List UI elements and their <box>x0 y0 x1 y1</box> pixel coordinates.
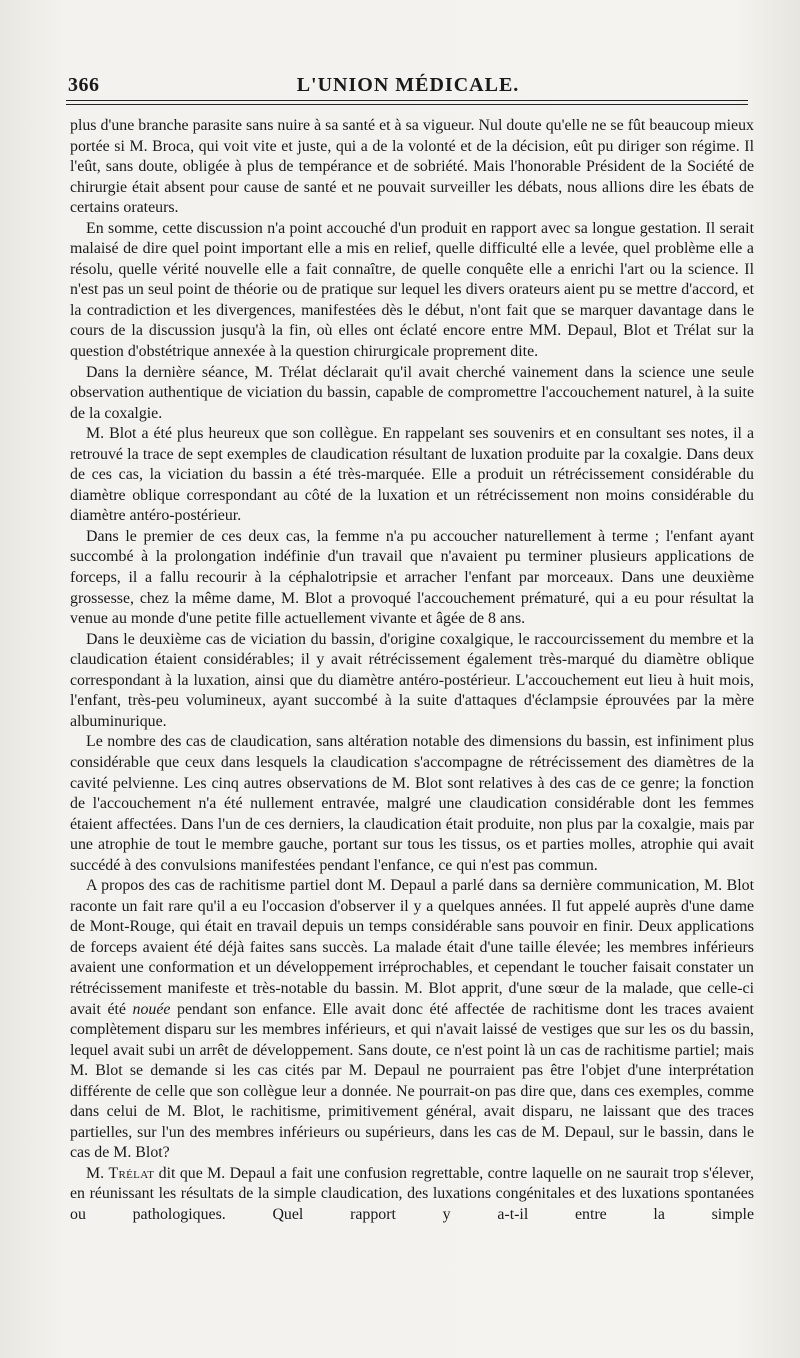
running-head <box>68 74 748 100</box>
paragraph: Dans le deuxième cas de viciation du bassin, d'origine coxalgique, le raccourcissement du membre et la claudication étaient considérables; il y avait rétrécissement également très-marqué du diamètre oblique correspondant à la luxation, ainsi que du diamètre antéro-postérieur. L'accouchement eut lieu à huit mois, l'enfant, très-peu volumineux, ayant succombé à la suite d'attaques d'éclampsie éprouvées par la mère albuminurique. <box>70 630 754 730</box>
paragraph-text: dit que M. Depaul a fait une confusion regrettable, contre laquelle on ne saurait trop s'élever, en réunissant les résultats de la simple claudication, des luxations congénitales et des luxations spontanées ou pathologiques. Quel rapport y a-t-il entre la simple <box>70 1164 755 1223</box>
paragraph-text: A propos des cas de rachitisme partiel dont M. Depaul a parlé dans sa dernière communication, M. Blot raconte un fait rare qu'il a eu l'occasion d'observer il y a quelques années. Il fut appelé auprès d'une dame de Mont-Rouge, qui était en travail depuis un temps considérable sans pouvoir en finir. Deux applications de forceps avaient été déjà faites sans succès. La malade était d'une taille élevée; les membres inférieurs avaient une conformation et un développement irréprochables, et cependant le toucher faisait constater un rétrécissement manifeste et très-notable du bassin. M. Blot apprit, d'une sœur de la malade, que celle-ci avait été <box>70 877 754 1018</box>
paragraph-text: pendant son enfance. Elle avait donc été affectée de rachitisme dont les traces avaient complètement disparu sur les membres inférieurs, et qui n'avait laissé de vestiges que sur les os du bassin, lequel avait subi un arrêt de développement. Sans doute, ce n'est point là un cas de rachitisme partiel; mais M. Blot se demande si les cas cités par M. Depaul ne pourraient pas être l'objet d'une interprétation différente de celle que son collègue leur a donnée. Ne pourrait-on pas dire que, dans ces exemples, comme dans celui de M. Blot, le rachitisme, primitivement général, avait disparu, ne laissant que des traces partielles, sur l'un des membres inférieurs ou supérieurs, dans les cas de M. Depaul, sur le bassin, dans le cas de M. Blot? <box>70 1000 754 1162</box>
paragraph <box>70 1164 754 1226</box>
header-rule-thin <box>66 104 748 105</box>
page-number: 366 <box>68 74 100 96</box>
header-rule <box>66 100 748 101</box>
paragraph: M. Blot a été plus heureux que son collègue. En rappelant ses souvenirs et en consultant ses notes, il a retrouvé la trace de sept exemples de claudication résultant de luxation produite par la coxalgie. Dans deux de ces cas, la viciation du bassin a été très-marquée. Elle a produit un rétrécissement considérable du diamètre oblique correspondant au côté de la luxation et un rétrécissement non moins considérable du diamètre antéro-postérieur. <box>70 425 754 525</box>
paragraph: Dans la dernière séance, M. Trélat déclarait qu'il avait cherché vainement dans la science une seule observation authentique de viciation du bassin, capable de compromettre l'accouchement naturel, à la suite de la coxalgie. <box>70 363 754 422</box>
emphasis-word: nouée <box>132 1000 171 1018</box>
paragraph: Le nombre des cas de claudication, sans altération notable des dimensions du bassin, est infiniment plus considérable que ceux dans lesquels la claudication s'accompagne de rétrécissement des diamètres de la cavité pelvienne. Les cinq autres observations de M. Blot sont relatives à des cas de ce genre; la fonction de l'accouchement n'a été nullement entravée, malgré une claudication considérable dont les femmes étaient affectées. Dans l'un de ces derniers, la claudication était produite, non plus par la coxalgie, mais par une atrophie de tout le membre gauche, portant sur tous les tissus, os et parties molles, atrophie qui avait succédé à des convulsions manifestées pendant l'enfance, ce qui n'est pas commun. <box>70 733 754 874</box>
speaker-name: Trélat <box>108 1164 155 1182</box>
paragraph: plus d'une branche parasite sans nuire à sa santé et à sa vigueur. Nul doute qu'elle ne se fût beaucoup mieux portée si M. Broca, qui voit vite et juste, qui a de la volonté et de la décision, eût pu diriger son régime. Il l'eût, sans doute, obligée à plus de tempérance et de sobriété. Mais l'honorable Président de la Société de chirurgie était absent pour cause de santé et ne pouvait surveiller les débats, nous allions dire les ébats de certains orateurs. <box>70 117 754 217</box>
journal-title: L'UNION MÉDICALE. <box>296 74 520 96</box>
paragraph <box>70 876 754 1164</box>
article-body <box>70 116 754 1226</box>
paragraph: Dans le premier de ces deux cas, la femme n'a pu accoucher naturellement à terme ; l'enfant ayant succombé à la prolongation indéfinie d'un travail que n'avaient pu terminer plusieurs applications de forceps, il a fallu recourir à la céphalotripsie et arracher l'enfant par morceaux. Dans une deuxième grossesse, chez la même dame, M. Blot a provoqué l'accouchement prématuré, qui a eu pour résultat la venue au monde d'une petite fille actuellement vivante et âgée de 8 ans. <box>70 527 754 628</box>
paragraph: En somme, cette discussion n'a point accouché d'un produit en rapport avec sa longue gestation. Il serait malaisé de dire quel point important elle a mis en relief, quelle difficulté elle a levée, quel problème elle a résolu, quelle vérité nouvelle elle a fait connaître, de quelle conquête elle a enrichi l'art ou la science. Il n'est pas un seul point de théorie ou de pratique sur lequel les divers orateurs aient pu se mettre d'accord, et la contradiction et les divergences, manifestées dès le début, n'ont fait que se marquer davantage dans le cours de la discussion jusqu'à la fin, où elles ont éclaté encore entre MM. Depaul, Blot et Trélat sur la question d'obstétrique annexée à la question chirurgicale proprement dite. <box>70 219 754 361</box>
speaker-prefix: M. <box>86 1164 105 1182</box>
